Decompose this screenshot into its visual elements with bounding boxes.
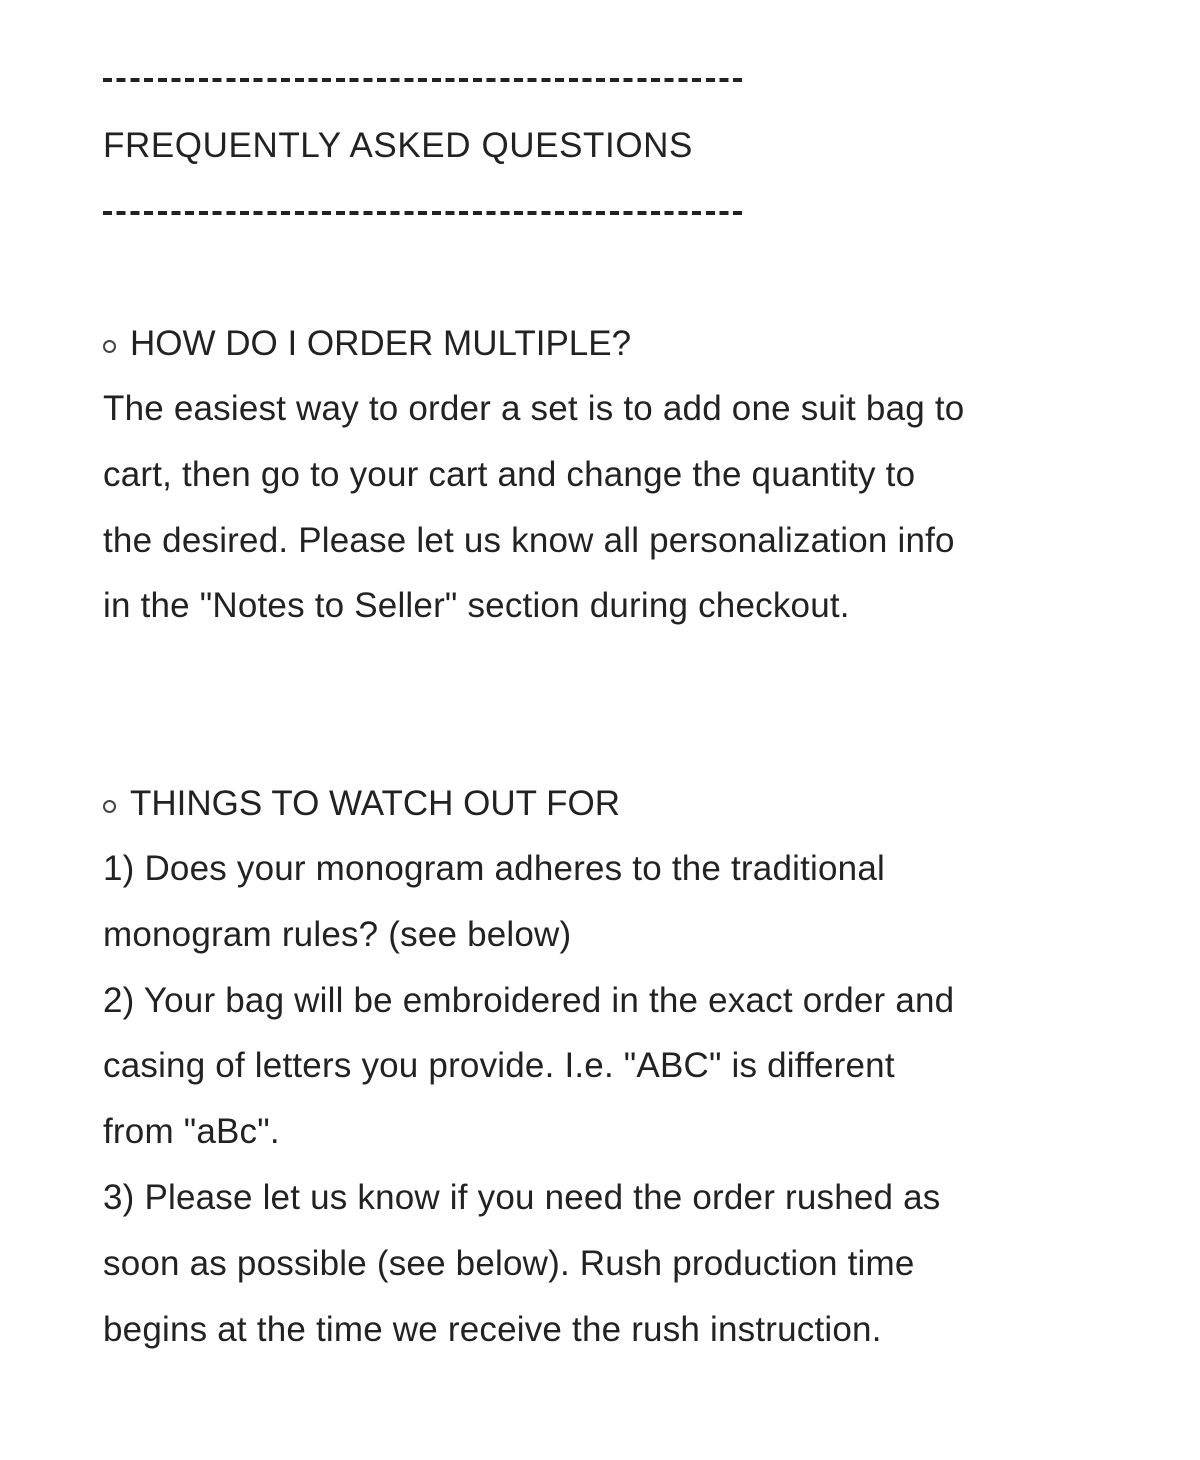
body-line: casing of letters you provide. I.e. "ABC" is different — [103, 1046, 895, 1086]
body-line: 1) Does your monogram adheres to the traditional — [103, 849, 885, 888]
faq-title: FREQUENTLY ASKED QUESTIONS — [103, 126, 693, 165]
body-line: cart, then go to your cart and change the quantity to — [103, 454, 916, 494]
section-body — [103, 376, 1163, 639]
body-line: monogram rules? (see below) — [103, 914, 572, 954]
section-heading-row — [103, 318, 1163, 370]
divider-top — [103, 78, 747, 82]
faq-section-watch-out — [103, 778, 1163, 1362]
section-heading-row — [103, 778, 1163, 830]
hollow-circle-bullet-icon — [103, 800, 116, 813]
section-body — [103, 836, 1163, 1362]
body-line: 2) Your bag will be embroidered in the exact order and — [103, 980, 955, 1020]
divider-bottom — [103, 211, 747, 215]
body-line: The easiest way to order a set is to add one suit bag to — [103, 389, 965, 428]
body-line: the desired. Please let us know all personalization info — [103, 520, 955, 560]
hollow-circle-bullet-icon — [103, 340, 116, 353]
body-line: soon as possible (see below). Rush production time — [103, 1243, 915, 1283]
section-heading: HOW DO I ORDER MULTIPLE? — [130, 324, 632, 363]
body-line: in the "Notes to Seller" section during checkout. — [103, 586, 850, 626]
body-line: begins at the time we receive the rush instruction. — [103, 1309, 882, 1349]
faq-section-order-multiple — [103, 318, 1163, 639]
body-line: from "aBc". — [103, 1112, 280, 1152]
section-heading: THINGS TO WATCH OUT FOR — [130, 784, 620, 823]
body-line: 3) Please let us know if you need the order rushed as — [103, 1177, 941, 1217]
